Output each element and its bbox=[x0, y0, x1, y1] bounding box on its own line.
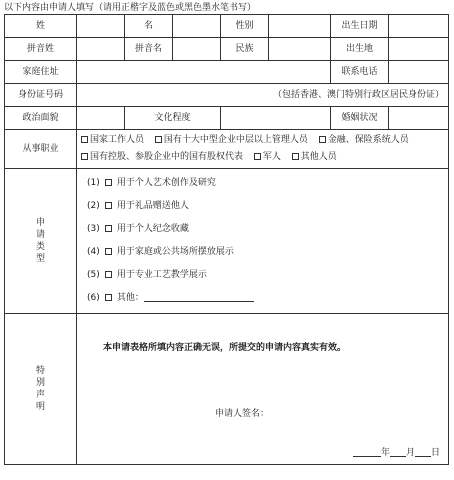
type-option-5[interactable]: (5) 用于专业工艺教学展示 bbox=[87, 270, 207, 280]
field-birthplace[interactable] bbox=[389, 38, 449, 61]
label-occupation: 从事职业 bbox=[5, 130, 77, 169]
id-note: （包括香港、澳门特别行政区居民身份证） bbox=[272, 90, 444, 100]
label-surname: 姓 bbox=[5, 15, 77, 38]
checkbox-icon bbox=[292, 153, 299, 160]
label-education: 文化程度 bbox=[125, 107, 221, 130]
row-pinyin bbox=[5, 38, 449, 61]
row-application-type bbox=[5, 169, 449, 314]
row-declaration bbox=[5, 314, 449, 465]
type-option-2[interactable]: (2) 用于礼品赠送他人 bbox=[87, 201, 189, 211]
checkbox-icon bbox=[105, 294, 112, 301]
field-gender[interactable] bbox=[269, 15, 331, 38]
year-blank[interactable] bbox=[353, 446, 381, 457]
checkbox-icon bbox=[254, 153, 261, 160]
declaration-text: 本申请表格所填内容正确无误，所提交的申请内容真实有效。 bbox=[103, 343, 347, 353]
occupation-options bbox=[77, 130, 449, 169]
checkbox-icon bbox=[105, 248, 112, 255]
checkbox-icon bbox=[81, 136, 88, 143]
field-surname[interactable] bbox=[77, 15, 125, 38]
field-ethnicity[interactable] bbox=[269, 38, 331, 61]
date-field[interactable]: 年 月 日 bbox=[353, 446, 440, 459]
label-birth-date: 出生日期 bbox=[331, 15, 389, 38]
label-id-number: 身份证号码 bbox=[5, 84, 77, 107]
occupation-option-other[interactable]: 其他人员 bbox=[292, 152, 337, 162]
label-pinyin-surname: 拼音姓 bbox=[5, 38, 77, 61]
occupation-option-military[interactable]: 军人 bbox=[254, 152, 281, 162]
label-home-address: 家庭住址 bbox=[5, 61, 77, 84]
label-birthplace: 出生地 bbox=[331, 38, 389, 61]
label-marital-status: 婚姻状况 bbox=[331, 107, 389, 130]
row-status bbox=[5, 107, 449, 130]
day-blank[interactable] bbox=[415, 446, 431, 457]
field-pinyin-surname[interactable] bbox=[77, 38, 125, 61]
signature-label: 申请人签名： bbox=[215, 409, 270, 419]
type-option-4[interactable]: (4) 用于家庭或公共场所摆放展示 bbox=[87, 247, 234, 257]
occupation-option-finance[interactable]: 金融、保险系统人员 bbox=[319, 135, 409, 145]
occupation-option-equity-representative[interactable]: 国有控股、参股企业中的国有股权代表 bbox=[81, 152, 243, 162]
label-given-name: 名 bbox=[125, 15, 173, 38]
checkbox-icon bbox=[319, 136, 326, 143]
form-instruction: 以下内容由申请人填写（请用正楷字及蓝色或黑色墨水笔书写） bbox=[4, 3, 257, 13]
label-pinyin-given: 拼音名 bbox=[125, 38, 173, 61]
checkbox-icon bbox=[81, 153, 88, 160]
field-birth-date[interactable] bbox=[389, 15, 449, 38]
label-application-type: 申 请 类 型 bbox=[5, 169, 77, 314]
other-type-input[interactable] bbox=[144, 291, 254, 302]
occupation-option-enterprise-manager[interactable]: 国有十大中型企业中层以上管理人员 bbox=[155, 135, 308, 145]
label-political-status: 政治面貌 bbox=[5, 107, 77, 130]
checkbox-icon bbox=[105, 225, 112, 232]
application-type-options bbox=[77, 169, 449, 314]
declaration-content bbox=[77, 314, 449, 465]
checkbox-icon bbox=[105, 271, 112, 278]
label-declaration: 特 别 声 明 bbox=[5, 314, 77, 465]
row-id bbox=[5, 84, 449, 107]
row-occupation bbox=[5, 130, 449, 169]
field-phone[interactable] bbox=[389, 61, 449, 84]
type-option-6[interactable]: (6) 其他： bbox=[81, 287, 444, 310]
field-pinyin-given[interactable] bbox=[173, 38, 221, 61]
checkbox-icon bbox=[105, 202, 112, 209]
label-ethnicity: 民族 bbox=[221, 38, 269, 61]
row-address bbox=[5, 61, 449, 84]
checkbox-icon bbox=[105, 179, 112, 186]
field-given-name[interactable] bbox=[173, 15, 221, 38]
label-gender: 性别 bbox=[221, 15, 269, 38]
signature-field[interactable] bbox=[215, 408, 269, 420]
label-phone: 联系电话 bbox=[331, 61, 389, 84]
row-name bbox=[5, 15, 449, 38]
field-id-number[interactable] bbox=[77, 84, 449, 107]
application-form-table bbox=[4, 14, 449, 465]
field-political-status[interactable] bbox=[77, 107, 125, 130]
type-option-3[interactable]: (3) 用于个人纪念收藏 bbox=[87, 224, 189, 234]
type-option-1[interactable]: (1) 用于个人艺术创作及研究 bbox=[87, 178, 216, 188]
month-blank[interactable] bbox=[390, 446, 406, 457]
checkbox-icon bbox=[155, 136, 162, 143]
occupation-option-civil-servant[interactable]: 国家工作人员 bbox=[81, 135, 144, 145]
field-home-address[interactable] bbox=[77, 61, 331, 84]
field-education[interactable] bbox=[221, 107, 331, 130]
field-marital-status[interactable] bbox=[389, 107, 449, 130]
